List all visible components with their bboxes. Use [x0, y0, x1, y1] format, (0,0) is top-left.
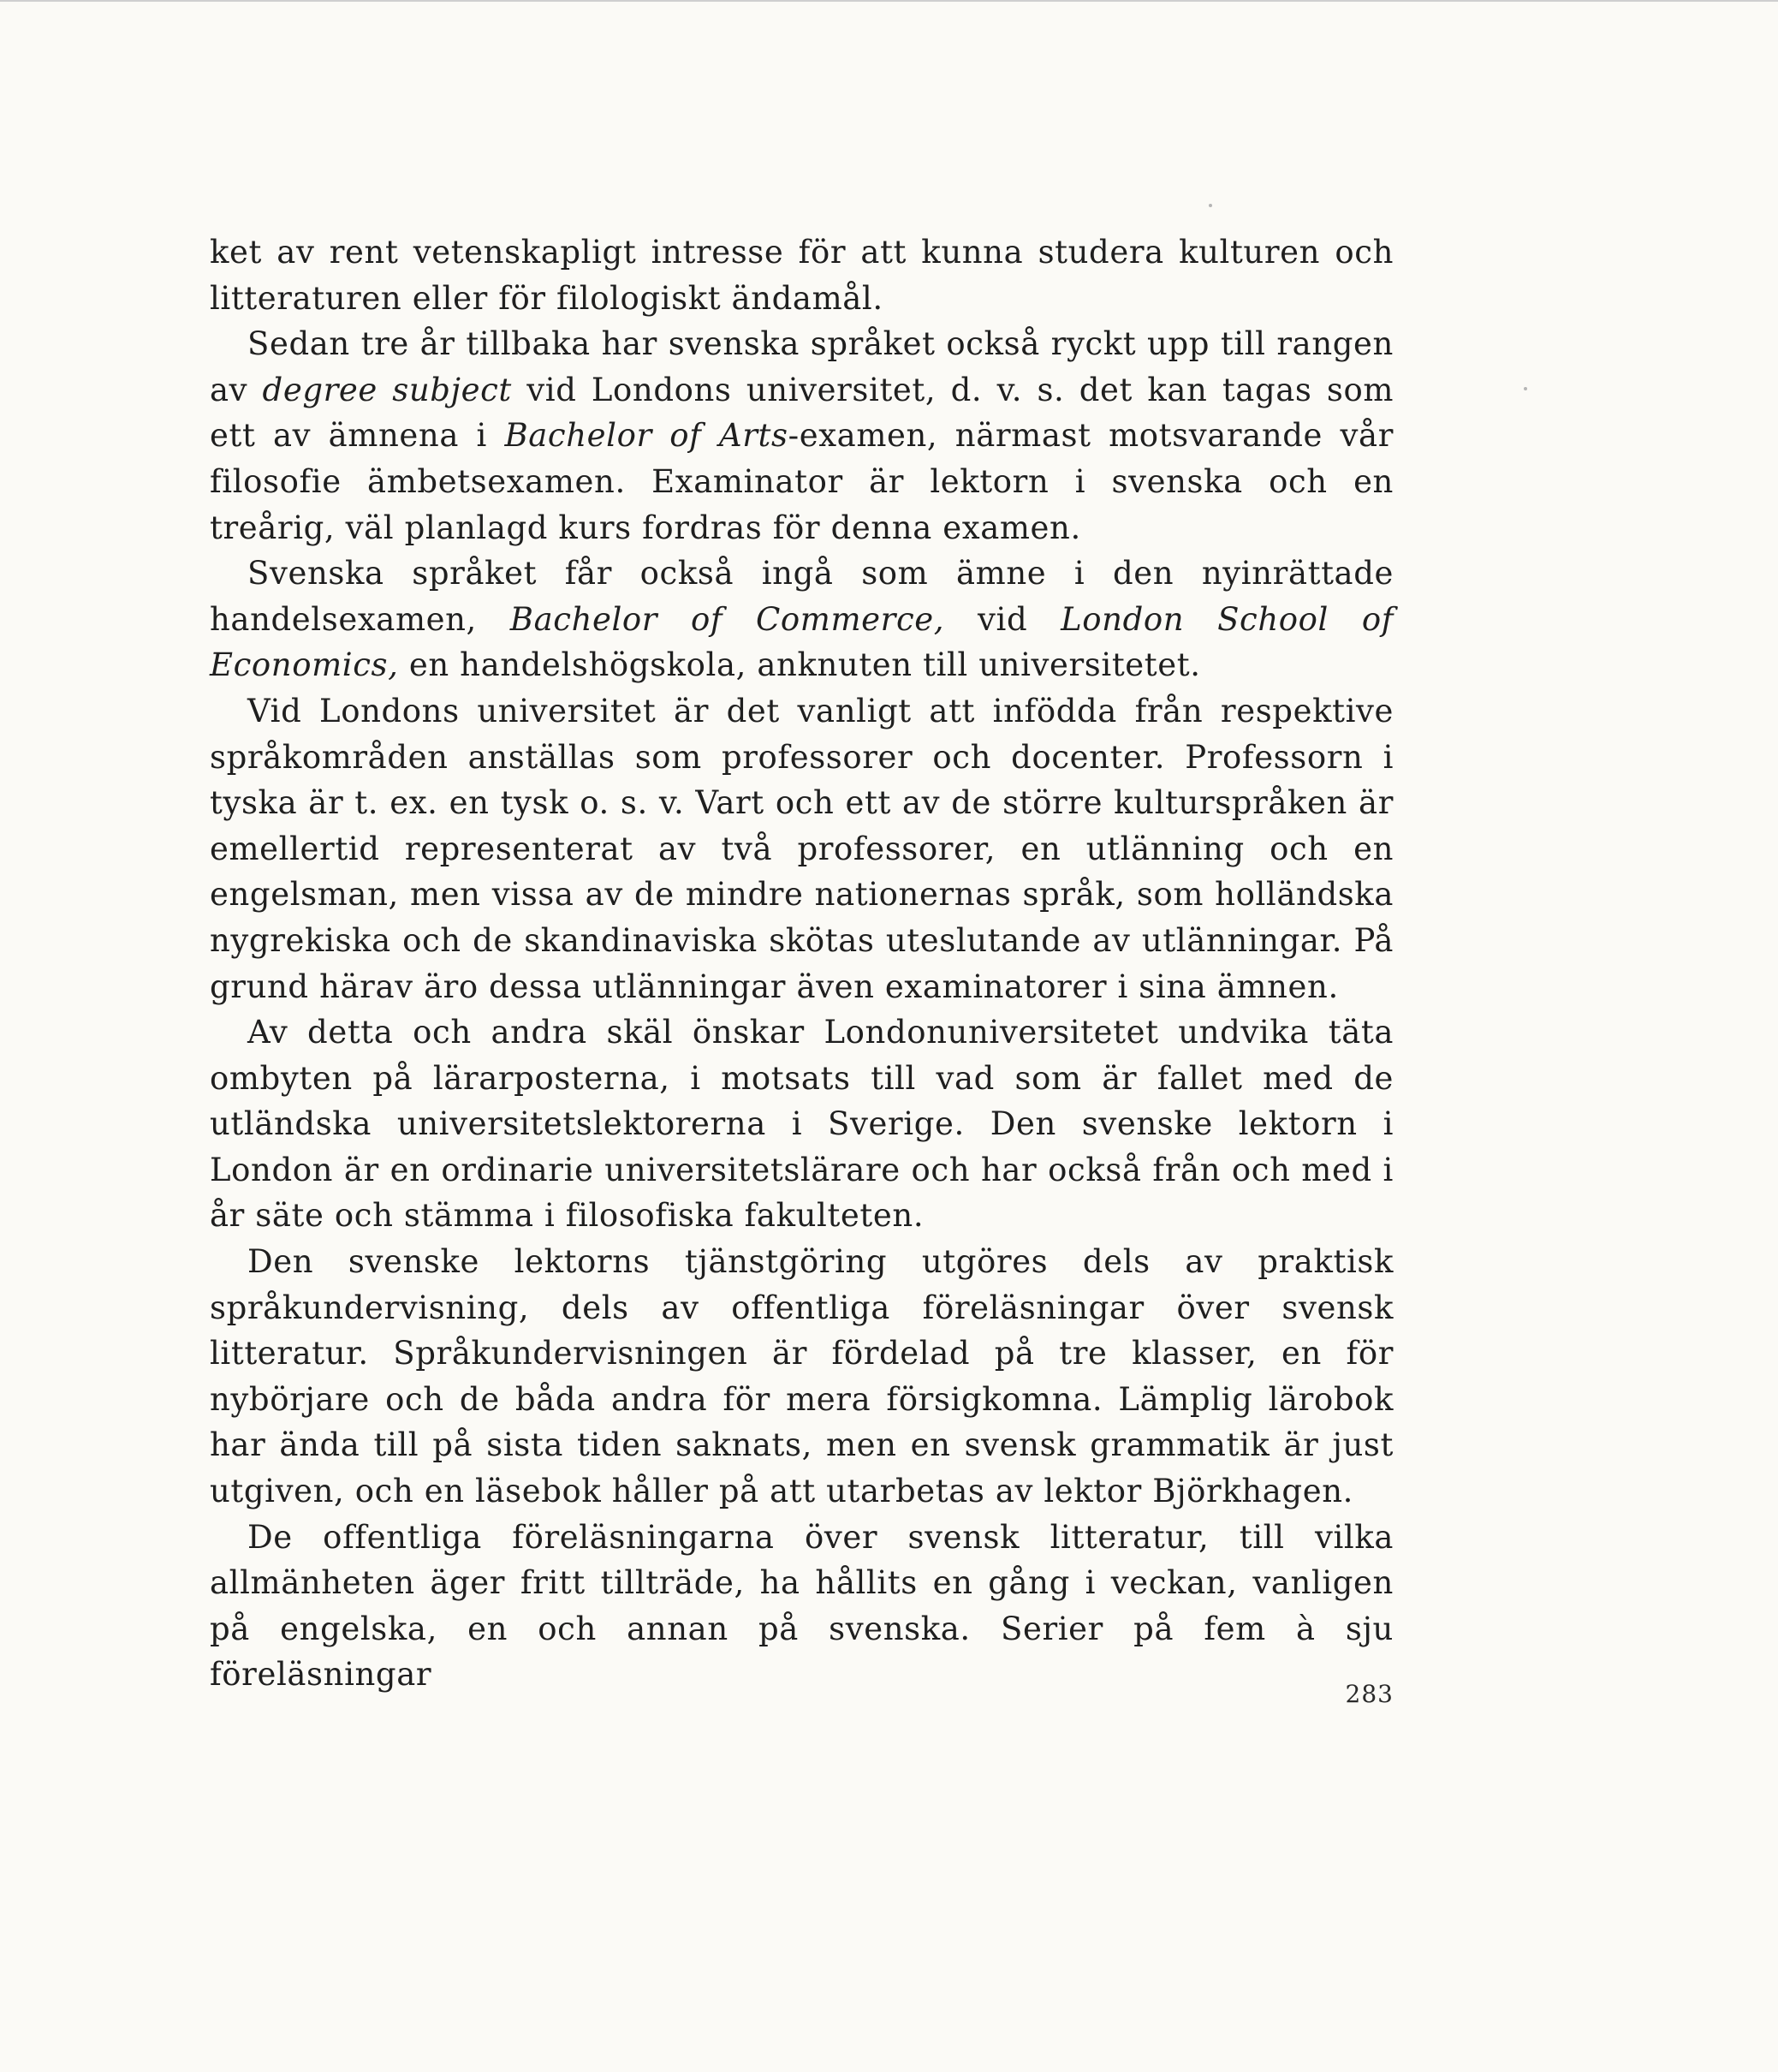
italic-term: Bachelor of Commerce,: [509, 600, 945, 638]
text-run: -examen, närmast motsvarande vår filosofie ämbetsexamen. Examinator är lektorn i svenska och en treårig, väl planlagd kurs fordras för denna examen.: [210, 417, 1394, 546]
text-run: vid: [944, 600, 1061, 638]
paragraph: [210, 1515, 1394, 1698]
paragraph: [210, 1239, 1394, 1515]
body-text: [210, 229, 1394, 1698]
text-run: en handelshögskola, anknuten till universitetet.: [398, 646, 1201, 684]
page-number: 283: [1345, 1680, 1394, 1708]
paragraph: [210, 551, 1394, 688]
paragraph: [210, 229, 1394, 321]
text-run: Sedan tre år tillbaka har svenska språket också ryckt upp till rangen av: [210, 325, 1394, 408]
italic-term: degree subject: [262, 371, 512, 408]
text-run: Svenska språket får också ingå som ämne i den nyinrättade handelsexamen,: [210, 555, 1394, 638]
text-run: Av detta och andra skäl önskar Londonuniversitetet undvika täta ombyten på lärarposterna, i motsats till vad som är fallet med de utländska universitetslektorerna i Sverige. Den svenske lektorn i London är en ordinarie universitetslärare och har också från och med i år säte och stämma i filosofiska fakulteten.: [210, 1014, 1394, 1235]
paragraph: [210, 688, 1394, 1009]
paragraph: [210, 321, 1394, 551]
text-run: Vid Londons universitet är det vanligt att infödda från respektive språkområden anställas som professorer och docenter. Professorn i tyska är t. ex. en tysk o. s. v. Vart och ett av de större kulturspråken är emellertid representerat av två professorer, en utlänning och en engelsman, men vissa av de mindre nationernas språk, som holländska nygrekiska och de skandinaviska skötas uteslutande av utlänningar. På grund härav äro dessa utlänningar även examinatorer i sina ämnen.: [210, 692, 1394, 1005]
paper-speck: [1209, 204, 1212, 207]
text-run: Den svenske lektorns tjänstgöring utgöres dels av praktisk språkundervisning, dels av offentliga föreläsningar över svensk litteratur. Språkundervisningen är fördelad på tre klasser, en för nybörjare och de båda andra för mera försigkomna. Lämplig lärobok har ända till på sista tiden saknats, men en svensk grammatik är just utgiven, och en läsebok håller på att utarbetas av lektor Björkhagen.: [210, 1243, 1394, 1510]
italic-term: Bachelor of Arts: [504, 417, 788, 455]
italic-term: London School of Economics,: [210, 600, 1394, 684]
text-run: ket av rent vetenskapligt intresse för att kunna studera kulturen och litteraturen eller för filologiskt ändamål.: [210, 234, 1394, 317]
paper-speck: [1524, 387, 1527, 390]
text-run: vid Londons universitet, d. v. s. det kan tagas som ett av ämnena i: [210, 371, 1394, 455]
text-run: De offentliga föreläsningarna över svensk litteratur, till vilka allmänheten äger fritt tillträde, ha hållits en gång i veckan, vanligen på engelska, en och annan på svenska. Serier på fem à sju föreläsningar: [210, 1518, 1394, 1694]
paragraph: [210, 1009, 1394, 1239]
